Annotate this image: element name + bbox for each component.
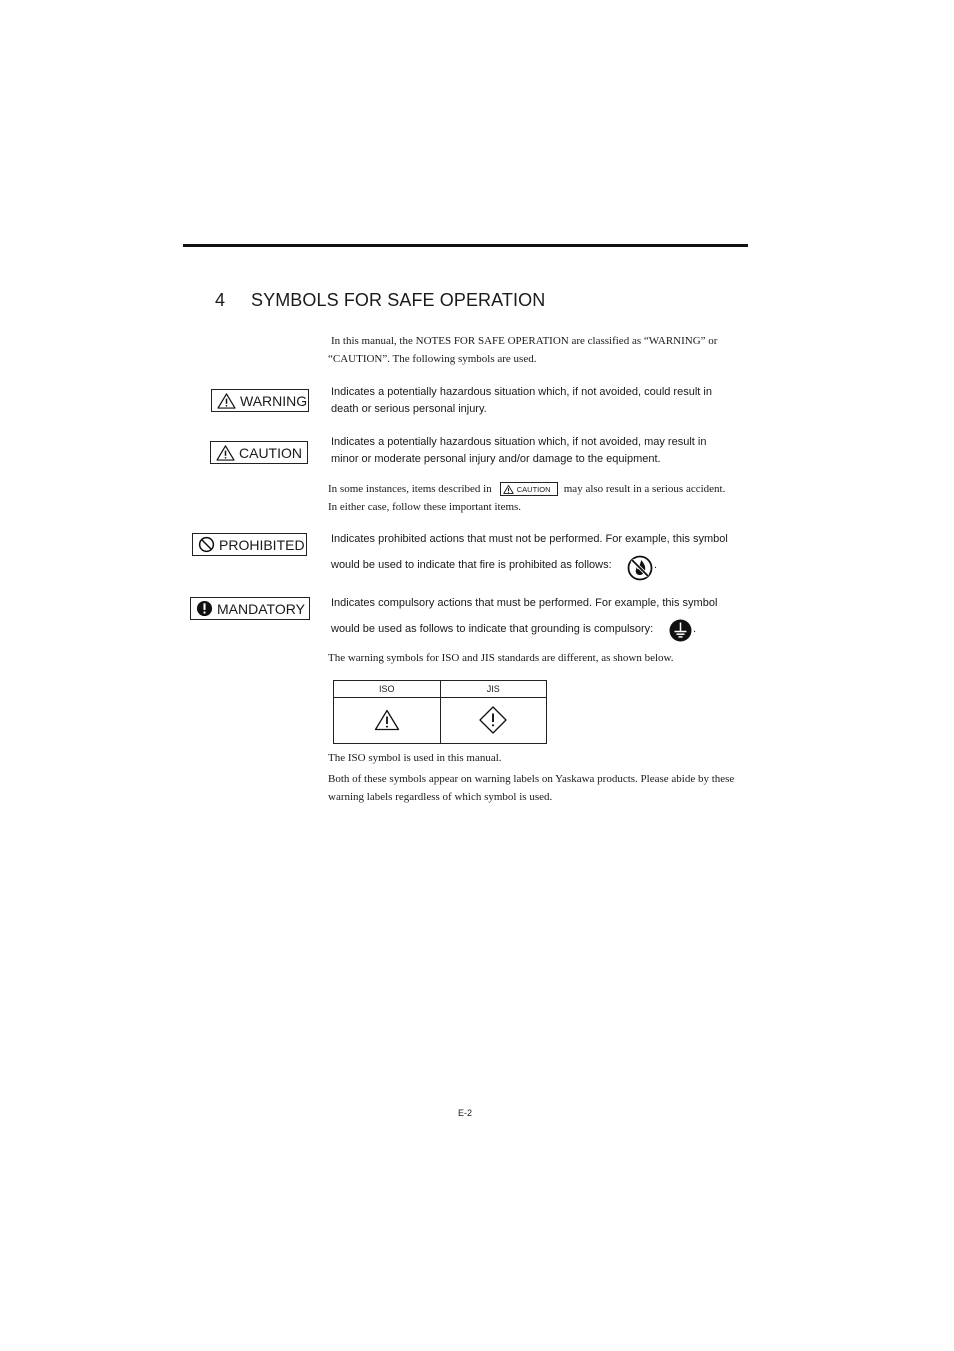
intro-paragraph <box>328 333 718 368</box>
warning-line-1: Indicates a potentially hazardous situation which, if not avoided, could result in <box>331 386 712 398</box>
iso-header: ISO <box>334 681 441 698</box>
caution-label <box>210 441 308 464</box>
mandatory-label <box>190 597 310 620</box>
grounding-icon <box>669 619 692 642</box>
iso-symbol-cell <box>334 698 441 744</box>
mandatory-line-2-text: would be used as follows to indicate that grounding is compulsory: <box>331 623 654 635</box>
warning-triangle-icon <box>217 393 236 409</box>
warning-description <box>331 384 712 418</box>
warning-label <box>211 389 309 412</box>
prohibited-label <box>192 533 307 556</box>
caution-note-before: In some instances, items described in <box>328 483 492 495</box>
warning-diamond-icon <box>478 705 508 735</box>
iso-jis-table <box>333 680 547 744</box>
caution-note-line-2: In either case, follow these important items. <box>328 500 522 513</box>
inline-caution-text: CAUTION <box>516 484 551 494</box>
jis-symbol-cell <box>440 698 547 744</box>
intro-line-2: “CAUTION”. The following symbols are used. <box>328 352 537 365</box>
both-symbols-line-1: Both of these symbols appear on warning labels on Yaskawa products. Please abide by these <box>328 773 735 785</box>
caution-note-line-1 <box>328 481 725 499</box>
no-fire-icon <box>627 555 653 581</box>
prohibited-line-2-text: would be used to indicate that fire is prohibited as follows: <box>331 559 612 571</box>
both-symbols-note <box>328 771 734 806</box>
section-number: 4 <box>215 290 226 310</box>
jis-header: JIS <box>440 681 547 698</box>
prohibited-label-text: PROHIBITED <box>219 536 305 553</box>
warning-line-2: death or serious personal injury. <box>331 403 487 415</box>
iso-used-note: The ISO symbol is used in this manual. <box>328 752 502 764</box>
warning-label-text: WARNING <box>240 392 308 409</box>
inline-caution-badge <box>500 482 558 496</box>
caution-line-2: minor or moderate personal injury and/or damage to the equipment. <box>331 453 661 465</box>
mandatory-line-2 <box>331 621 717 638</box>
section-heading <box>215 290 545 311</box>
prohibited-end-period: . <box>654 559 658 571</box>
mandatory-end-period: . <box>693 623 697 635</box>
caution-description <box>331 434 706 468</box>
caution-label-text: CAUTION <box>239 444 302 461</box>
mandatory-line-1: Indicates compulsory actions that must be performed. For example, this symbol <box>331 597 718 609</box>
page-number: E-2 <box>458 1108 473 1118</box>
section-title: SYMBOLS FOR SAFE OPERATION <box>251 290 546 310</box>
warning-triangle-icon <box>374 709 400 731</box>
mandatory-label-text: MANDATORY <box>217 600 305 617</box>
mandatory-description <box>331 595 717 638</box>
intro-line-1: In this manual, the NOTES FOR SAFE OPERATION are classified as “WARNING” or <box>331 335 718 347</box>
prohibited-description <box>331 531 728 574</box>
prohibited-line-1: Indicates prohibited actions that must not be performed. For example, this symbol <box>331 533 728 545</box>
caution-line-1: Indicates a potentially hazardous situation which, if not avoided, may result in <box>331 436 707 448</box>
warning-triangle-icon <box>216 445 235 461</box>
exclamation-circle-icon <box>196 600 213 617</box>
prohibited-circle-icon <box>198 536 215 553</box>
standards-intro: The warning symbols for ISO and JIS standards are different, as shown below. <box>328 652 674 664</box>
warning-triangle-icon <box>503 485 514 494</box>
prohibited-line-2 <box>331 557 728 574</box>
both-symbols-line-2: warning labels regardless of which symbol is used. <box>328 790 553 803</box>
top-rule <box>183 244 748 247</box>
caution-note-after: may also result in a serious accident. <box>563 483 726 495</box>
caution-note <box>328 481 725 516</box>
